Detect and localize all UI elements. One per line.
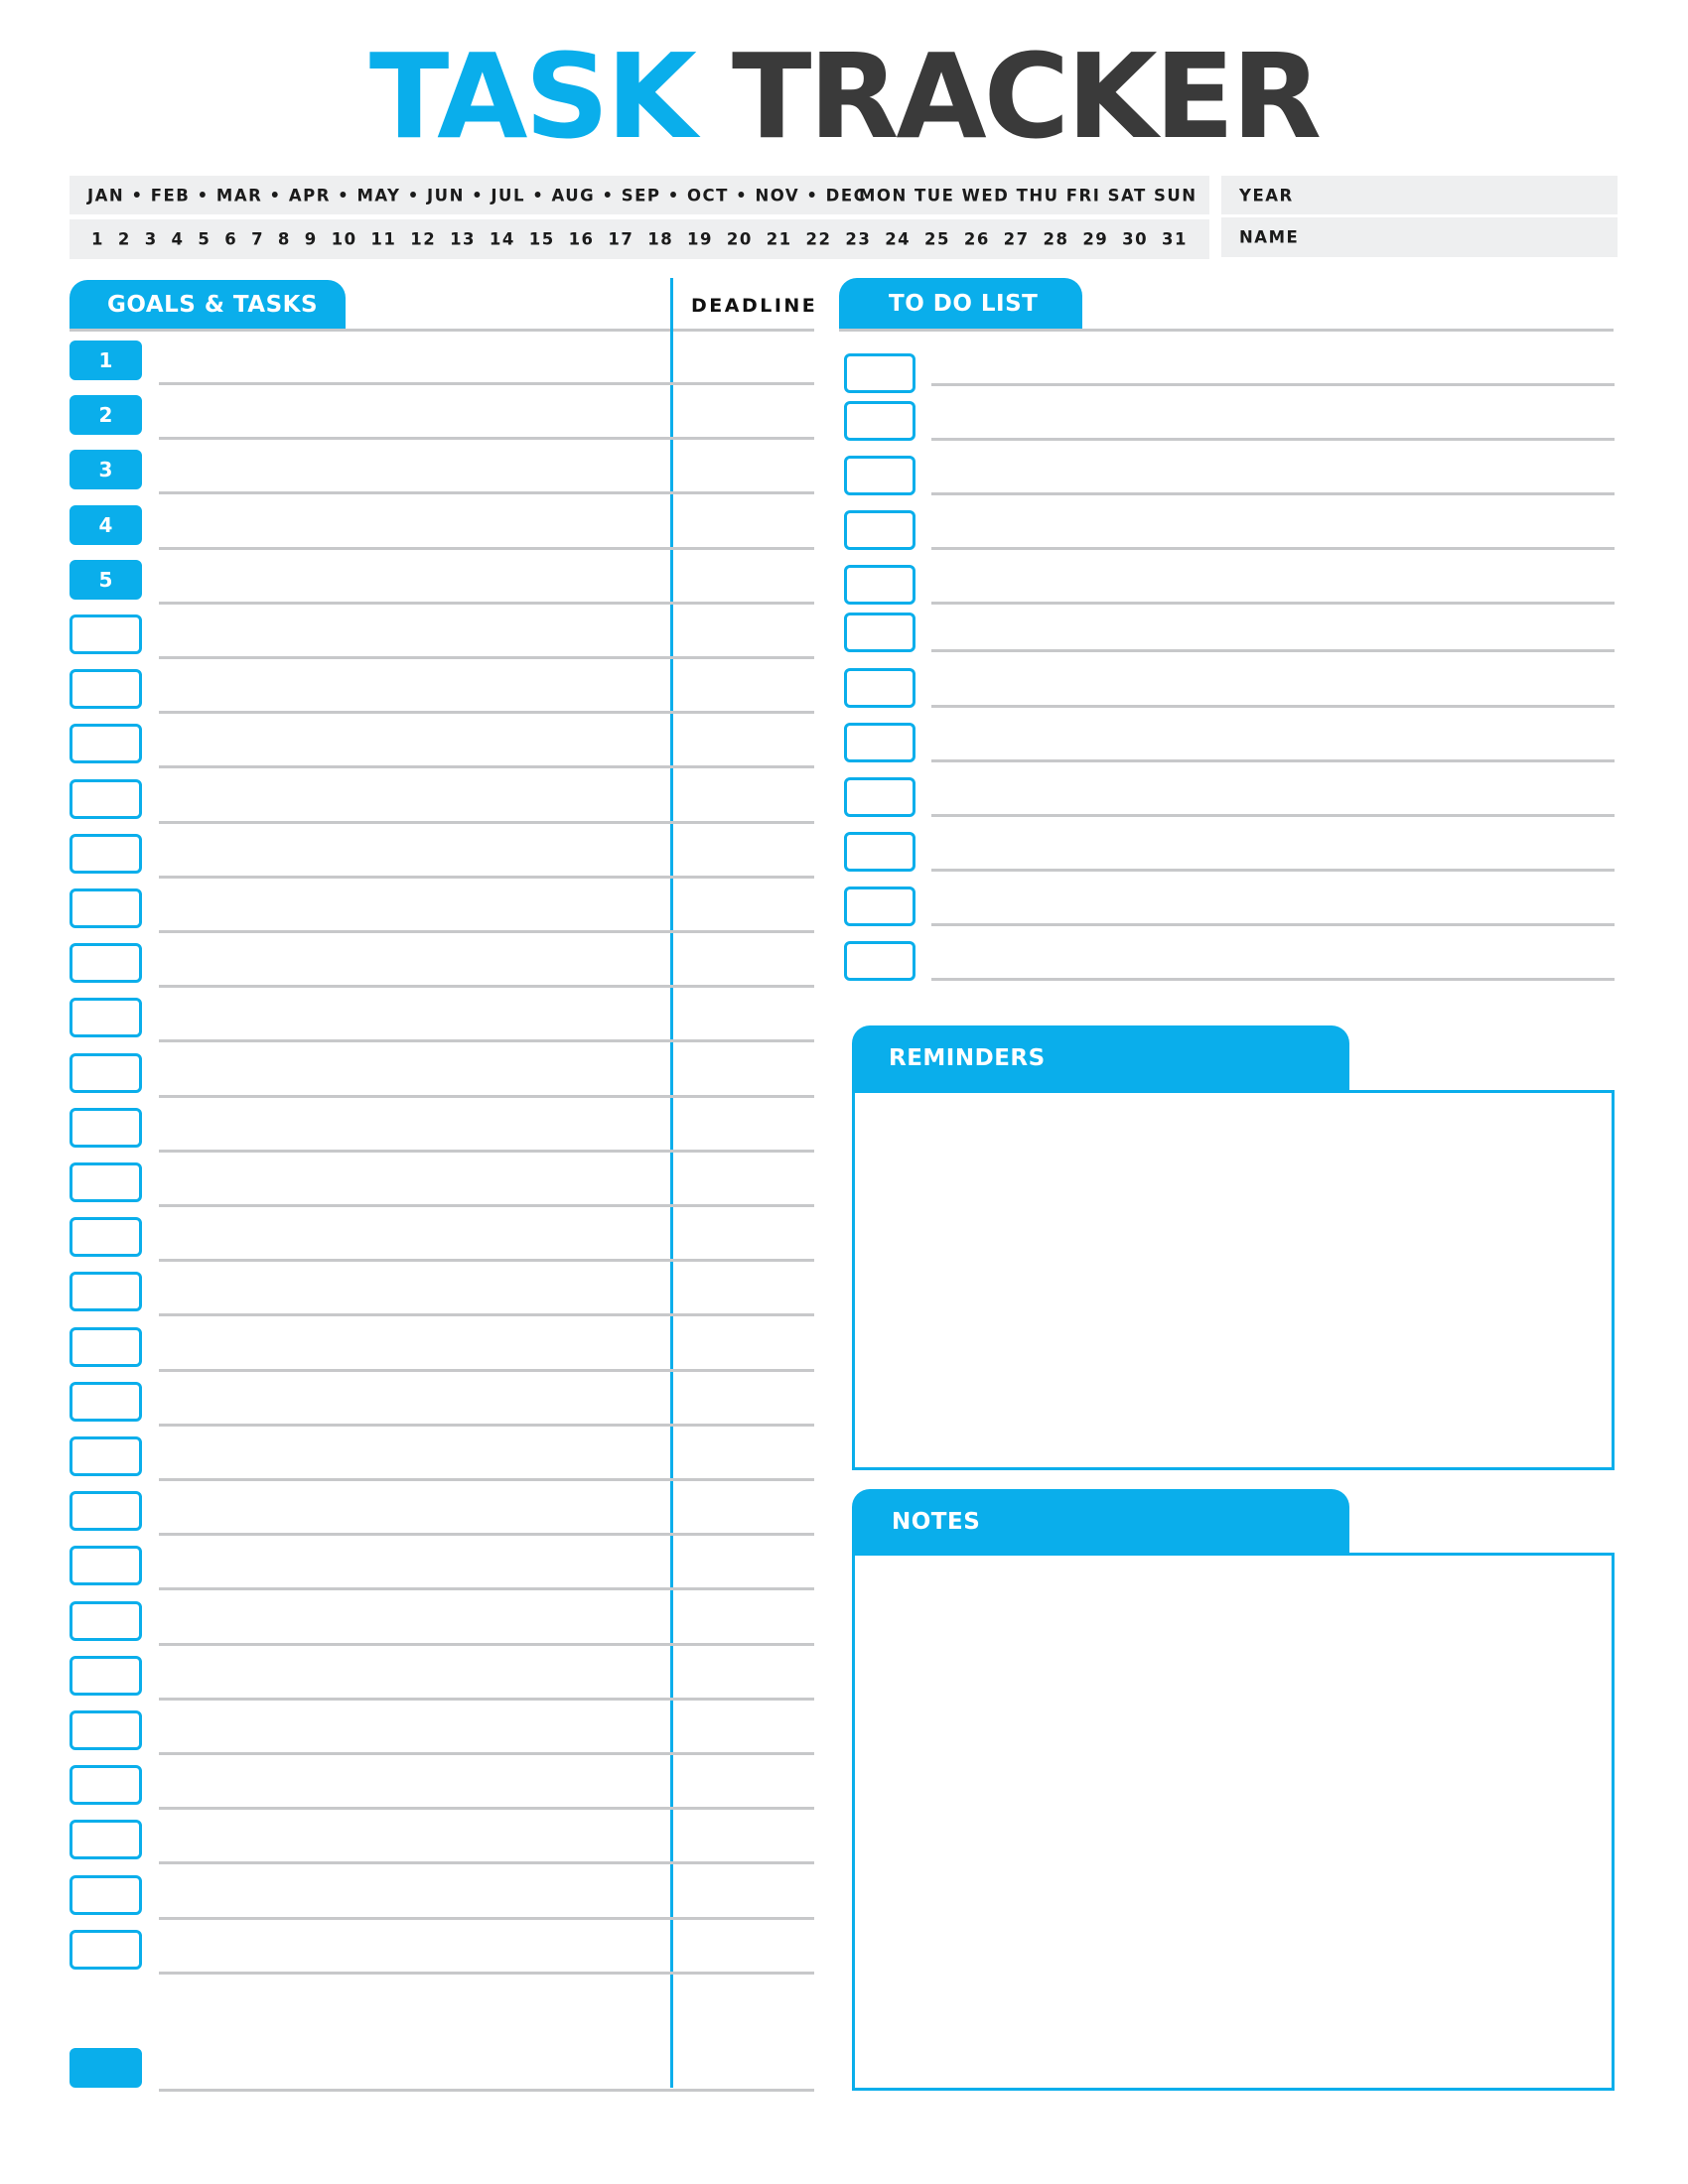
days-row bbox=[91, 230, 1188, 249]
goals-tasks-tab bbox=[70, 280, 346, 330]
todo-heading: TO DO LIST bbox=[889, 291, 1039, 317]
todo-tab bbox=[839, 278, 1082, 330]
task-line[interactable] bbox=[159, 1587, 814, 1590]
todo-line[interactable] bbox=[931, 978, 1615, 981]
task-checkbox[interactable] bbox=[70, 1546, 142, 1585]
task-line[interactable] bbox=[159, 985, 814, 988]
task-checkbox[interactable] bbox=[70, 1820, 142, 1859]
task-number-badge[interactable]: 2 bbox=[70, 395, 142, 435]
task-checkbox[interactable] bbox=[70, 779, 142, 819]
title-task: TASK bbox=[368, 28, 694, 165]
task-line[interactable] bbox=[159, 1807, 814, 1810]
name-label: NAME bbox=[1239, 227, 1300, 247]
task-line[interactable] bbox=[159, 711, 814, 714]
todo-line[interactable] bbox=[931, 602, 1615, 605]
todo-line[interactable] bbox=[931, 923, 1615, 926]
task-number-badge[interactable]: 1 bbox=[70, 341, 142, 380]
todo-line[interactable] bbox=[931, 705, 1615, 708]
task-line[interactable] bbox=[159, 1204, 814, 1207]
task-checkbox[interactable] bbox=[70, 1272, 142, 1311]
task-checkbox[interactable] bbox=[70, 1217, 142, 1257]
task-line[interactable] bbox=[159, 821, 814, 824]
todo-checkbox[interactable] bbox=[844, 613, 915, 652]
todo-checkbox[interactable] bbox=[844, 565, 915, 605]
task-checkbox[interactable] bbox=[70, 1327, 142, 1367]
notes-tab bbox=[852, 1489, 1349, 1555]
day-number[interactable]: 2 bbox=[117, 229, 131, 249]
task-line[interactable] bbox=[159, 1313, 814, 1316]
task-line[interactable] bbox=[159, 1917, 814, 1920]
goals-header-rule bbox=[70, 329, 814, 332]
day-number[interactable]: 25 bbox=[924, 229, 950, 249]
day-number[interactable]: 14 bbox=[489, 229, 515, 249]
year-label: YEAR bbox=[1239, 186, 1294, 205]
weekdays-list[interactable]: MON TUE WED THU FRI SAT SUN bbox=[859, 186, 1197, 205]
day-number[interactable]: 21 bbox=[766, 229, 792, 249]
task-number-badge[interactable]: 4 bbox=[70, 505, 142, 545]
task-line[interactable] bbox=[159, 602, 814, 605]
task-checkbox[interactable] bbox=[70, 669, 142, 709]
reminders-tab bbox=[852, 1025, 1349, 1091]
task-checkbox[interactable] bbox=[70, 998, 142, 1037]
day-number[interactable]: 6 bbox=[224, 229, 238, 249]
todo-checkbox[interactable] bbox=[844, 887, 915, 926]
task-line[interactable] bbox=[159, 1259, 814, 1262]
name-field[interactable] bbox=[1221, 217, 1618, 257]
day-number[interactable]: 30 bbox=[1122, 229, 1149, 249]
page-title bbox=[0, 28, 1688, 165]
task-checkbox[interactable] bbox=[70, 1765, 142, 1805]
task-line[interactable] bbox=[159, 491, 814, 494]
task-line[interactable] bbox=[159, 1643, 814, 1646]
day-strip bbox=[70, 219, 1209, 259]
task-line[interactable] bbox=[159, 437, 814, 440]
day-number[interactable]: 27 bbox=[1003, 229, 1030, 249]
todo-line[interactable] bbox=[931, 438, 1615, 441]
task-line[interactable] bbox=[159, 1369, 814, 1372]
months-list[interactable]: JAN • FEB • MAR • APR • MAY • JUN • JUL • AUG • SEP • OCT • NOV • DEC bbox=[87, 186, 868, 205]
task-checkbox[interactable] bbox=[70, 834, 142, 874]
task-line[interactable] bbox=[159, 1533, 814, 1536]
day-number[interactable]: 26 bbox=[963, 229, 990, 249]
task-checkbox[interactable] bbox=[70, 888, 142, 928]
reminders-box[interactable] bbox=[852, 1090, 1615, 1470]
deadline-label: DEADLINE bbox=[691, 295, 818, 317]
task-checkbox[interactable] bbox=[70, 1162, 142, 1202]
task-number-badge[interactable]: 5 bbox=[70, 560, 142, 600]
task-line[interactable] bbox=[159, 1424, 814, 1427]
day-number[interactable]: 10 bbox=[331, 229, 357, 249]
task-line[interactable] bbox=[159, 1698, 814, 1701]
todo-checkbox[interactable] bbox=[844, 456, 915, 495]
task-line[interactable] bbox=[159, 1861, 814, 1864]
task-checkbox[interactable] bbox=[70, 1382, 142, 1422]
todo-line[interactable] bbox=[931, 869, 1615, 872]
todo-header-rule bbox=[839, 329, 1614, 332]
task-line[interactable] bbox=[159, 1752, 814, 1755]
todo-checkbox[interactable] bbox=[844, 832, 915, 872]
year-field[interactable] bbox=[1221, 176, 1618, 214]
day-number[interactable]: 4 bbox=[171, 229, 185, 249]
day-number[interactable]: 20 bbox=[726, 229, 753, 249]
task-line[interactable] bbox=[159, 656, 814, 659]
day-number[interactable]: 1 bbox=[91, 229, 104, 249]
todo-line[interactable] bbox=[931, 547, 1615, 550]
task-checkbox[interactable] bbox=[70, 1108, 142, 1148]
task-number-badge[interactable]: 3 bbox=[70, 450, 142, 489]
day-number[interactable]: 3 bbox=[144, 229, 158, 249]
todo-checkbox[interactable] bbox=[844, 723, 915, 762]
todo-checkbox[interactable] bbox=[844, 401, 915, 441]
task-checkbox[interactable] bbox=[70, 614, 142, 654]
todo-line[interactable] bbox=[931, 759, 1615, 762]
title-tracker: TRACKER bbox=[731, 28, 1320, 165]
day-number[interactable]: 12 bbox=[410, 229, 437, 249]
todo-line[interactable] bbox=[931, 492, 1615, 495]
day-number[interactable]: 16 bbox=[568, 229, 595, 249]
day-number[interactable]: 22 bbox=[805, 229, 832, 249]
task-checkbox[interactable] bbox=[70, 1656, 142, 1696]
task-checkbox[interactable] bbox=[70, 1875, 142, 1915]
day-number[interactable]: 28 bbox=[1043, 229, 1069, 249]
todo-checkbox[interactable] bbox=[844, 941, 915, 981]
todo-checkbox[interactable] bbox=[844, 510, 915, 550]
day-number[interactable]: 31 bbox=[1161, 229, 1188, 249]
day-number[interactable]: 15 bbox=[528, 229, 555, 249]
notes-heading: NOTES bbox=[892, 1509, 981, 1535]
task-checkbox-final[interactable] bbox=[70, 2048, 142, 2088]
task-line[interactable] bbox=[159, 765, 814, 768]
task-line[interactable] bbox=[159, 1972, 814, 1975]
task-checkbox[interactable] bbox=[70, 724, 142, 763]
task-checkbox[interactable] bbox=[70, 1053, 142, 1093]
todo-checkbox[interactable] bbox=[844, 668, 915, 708]
task-line[interactable] bbox=[159, 547, 814, 550]
day-number[interactable]: 17 bbox=[608, 229, 634, 249]
todo-line[interactable] bbox=[931, 649, 1615, 652]
day-number[interactable]: 8 bbox=[277, 229, 291, 249]
task-line[interactable] bbox=[159, 876, 814, 879]
task-checkbox[interactable] bbox=[70, 1491, 142, 1531]
day-number[interactable]: 23 bbox=[845, 229, 872, 249]
goals-tasks-heading: GOALS & TASKS bbox=[107, 292, 319, 318]
task-checkbox[interactable] bbox=[70, 943, 142, 983]
day-number[interactable]: 5 bbox=[198, 229, 211, 249]
day-number[interactable]: 19 bbox=[687, 229, 714, 249]
task-checkbox[interactable] bbox=[70, 1601, 142, 1641]
month-weekday-strip bbox=[70, 176, 1209, 214]
day-number[interactable]: 13 bbox=[450, 229, 477, 249]
todo-line[interactable] bbox=[931, 814, 1615, 817]
task-line[interactable] bbox=[159, 382, 814, 385]
task-checkbox[interactable] bbox=[70, 1710, 142, 1750]
task-line[interactable] bbox=[159, 930, 814, 933]
todo-checkbox[interactable] bbox=[844, 777, 915, 817]
day-number[interactable]: 7 bbox=[251, 229, 265, 249]
task-line[interactable] bbox=[159, 1150, 814, 1153]
day-number[interactable]: 18 bbox=[647, 229, 674, 249]
day-number[interactable]: 24 bbox=[885, 229, 912, 249]
task-checkbox[interactable] bbox=[70, 1930, 142, 1970]
task-line[interactable] bbox=[159, 1095, 814, 1098]
day-number[interactable]: 9 bbox=[304, 229, 318, 249]
task-line[interactable] bbox=[159, 2089, 814, 2092]
day-number[interactable]: 11 bbox=[370, 229, 397, 249]
task-checkbox[interactable] bbox=[70, 1436, 142, 1476]
todo-line[interactable] bbox=[931, 383, 1615, 386]
task-line[interactable] bbox=[159, 1478, 814, 1481]
reminders-heading: REMINDERS bbox=[889, 1045, 1046, 1071]
notes-box[interactable] bbox=[852, 1553, 1615, 2091]
task-line[interactable] bbox=[159, 1039, 814, 1042]
todo-checkbox[interactable] bbox=[844, 353, 915, 393]
day-number[interactable]: 29 bbox=[1082, 229, 1109, 249]
